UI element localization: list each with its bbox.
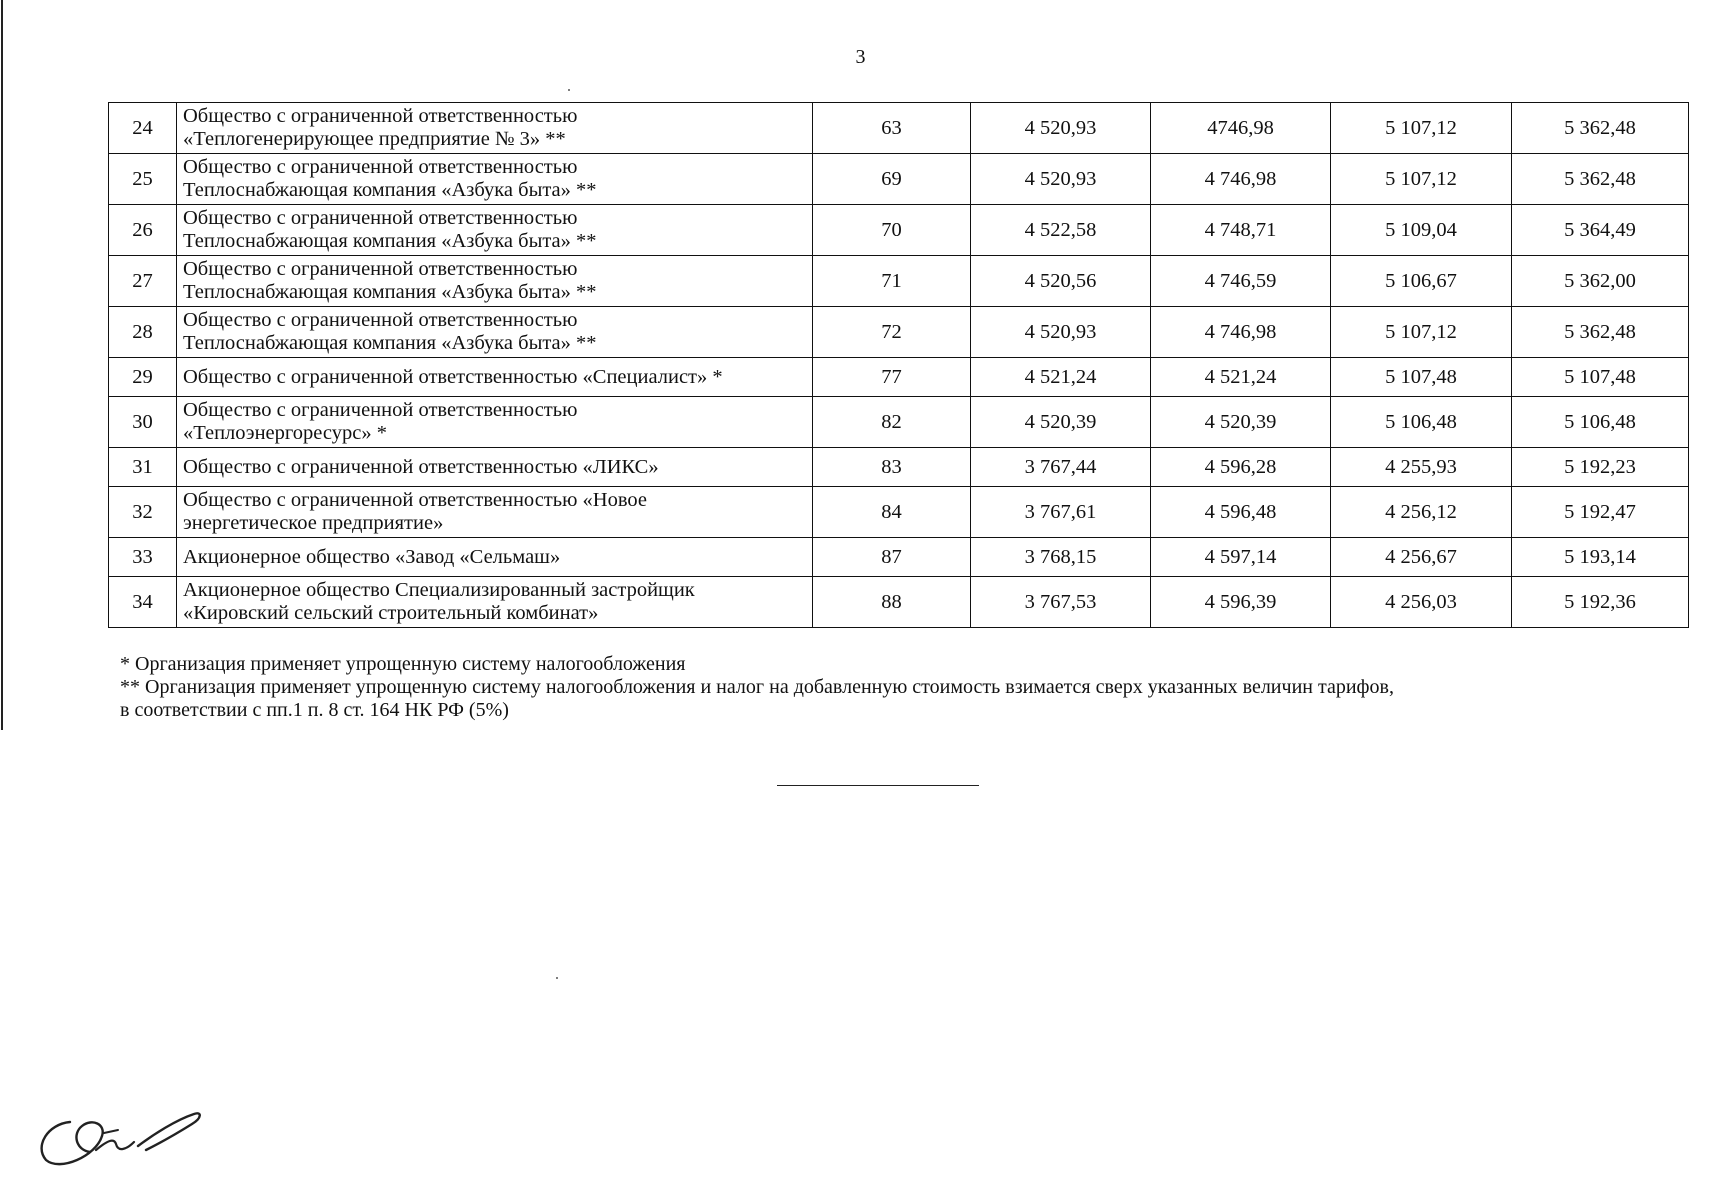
organization-name-cell [177, 538, 813, 577]
tariff-value: 4 521,24 [1024, 365, 1097, 388]
row-number-cell [109, 538, 177, 577]
code-cell [813, 487, 971, 538]
table-row [109, 256, 1689, 307]
code-cell [813, 397, 971, 448]
tariff-value: 5 107,12 [1385, 116, 1457, 139]
organization-name-line: Общество с ограниченной ответственностью [183, 156, 578, 178]
row-number-cell [109, 256, 177, 307]
code-value: 70 [881, 218, 902, 241]
row-number: 33 [132, 545, 153, 568]
tariff-value: 4 256,12 [1385, 500, 1457, 523]
tariff-value: 4 748,71 [1204, 218, 1277, 241]
tariff-value: 5 362,00 [1564, 269, 1636, 292]
tariff-value: 4 596,28 [1204, 455, 1277, 478]
code-value: 83 [881, 455, 902, 478]
code-cell [813, 256, 971, 307]
tariff-cell-4 [1512, 103, 1689, 154]
tariff-value: 4 746,59 [1204, 269, 1277, 292]
tariff-cell-2 [1151, 448, 1331, 487]
tariff-cell-2 [1151, 205, 1331, 256]
tariff-value: 4 596,39 [1204, 590, 1277, 613]
tariff-cell-2 [1151, 397, 1331, 448]
organization-name-cell [177, 154, 813, 205]
code-value: 71 [881, 269, 902, 292]
organization-name-line: Общество с ограниченной ответственностью «Новое [183, 489, 647, 511]
table-row [109, 487, 1689, 538]
tariff-value: 5 362,48 [1564, 116, 1636, 139]
organization-name-line: «Кировский сельский строительный комбинат» [183, 602, 599, 624]
tariff-value: 5 362,48 [1564, 167, 1636, 190]
tariff-value: 4 520,56 [1024, 269, 1097, 292]
tariff-cell-3 [1331, 154, 1512, 205]
tariff-value: 4 256,03 [1385, 590, 1457, 613]
tariff-value: 4 520,39 [1024, 410, 1097, 433]
tariff-cell-4 [1512, 487, 1689, 538]
organization-name-line: «Теплоэнергоресурс» * [183, 422, 387, 444]
tariff-value: 4 520,93 [1024, 167, 1097, 190]
tariff-cell-4 [1512, 256, 1689, 307]
tariff-cell-3 [1331, 538, 1512, 577]
tariff-cell-3 [1331, 307, 1512, 358]
tariff-cell-4 [1512, 154, 1689, 205]
footnote-single-star: * Организация применяет упрощенную систему налогообложения [120, 653, 686, 675]
organization-name-cell [177, 448, 813, 487]
organization-name-cell [177, 487, 813, 538]
footnote-double-star: ** Организация применяет упрощенную систему налогообложения и налог на добавленную стоимость взимается сверх указанных величин тарифов, [120, 676, 1394, 698]
code-cell [813, 154, 971, 205]
organization-name-line: Акционерное общество Специализированный застройщик [183, 579, 695, 601]
organization-name-line: энергетическое предприятие» [183, 512, 444, 534]
code-cell [813, 448, 971, 487]
tariff-cell-1 [971, 538, 1151, 577]
row-number: 27 [132, 269, 153, 292]
row-number-cell [109, 577, 177, 628]
table-row [109, 538, 1689, 577]
tariff-cell-4 [1512, 397, 1689, 448]
tariff-value: 5 364,49 [1564, 218, 1636, 241]
tariff-cell-3 [1331, 358, 1512, 397]
organization-name-line: «Теплогенерирующее предприятие № 3» ** [183, 128, 566, 150]
organization-name-line: Общество с ограниченной ответственностью [183, 207, 578, 229]
table-row [109, 577, 1689, 628]
end-of-document-rule [777, 785, 979, 786]
tariff-value: 5 107,12 [1385, 167, 1457, 190]
organization-name-line: Теплоснабжающая компания «Азбука быта» ** [183, 179, 597, 201]
tariff-value: 4 597,14 [1204, 545, 1277, 568]
row-number-cell [109, 397, 177, 448]
tariff-value: 4746,98 [1207, 116, 1274, 139]
table-row [109, 205, 1689, 256]
row-number: 34 [132, 590, 153, 613]
tariff-value: 4 256,67 [1385, 545, 1457, 568]
tariff-cell-2 [1151, 103, 1331, 154]
tariff-value: 4 255,93 [1385, 455, 1457, 478]
row-number-cell [109, 205, 177, 256]
tariff-value: 5 107,12 [1385, 320, 1457, 343]
tariff-cell-3 [1331, 103, 1512, 154]
tariff-cell-1 [971, 256, 1151, 307]
scan-speck [556, 977, 558, 979]
code-cell [813, 103, 971, 154]
tariff-value: 3 767,61 [1024, 500, 1097, 523]
organization-name-line: Теплоснабжающая компания «Азбука быта» ** [183, 332, 597, 354]
tariff-value: 3 767,44 [1024, 455, 1097, 478]
organization-name-line: Теплоснабжающая компания «Азбука быта» ** [183, 230, 597, 252]
tariff-value: 5 192,23 [1564, 455, 1636, 478]
table-row [109, 358, 1689, 397]
tariff-value: 4 520,39 [1204, 410, 1277, 433]
code-cell [813, 577, 971, 628]
tariff-value: 3 767,53 [1024, 590, 1097, 613]
row-number-cell [109, 487, 177, 538]
code-value: 63 [881, 116, 902, 139]
code-value: 88 [881, 590, 902, 613]
tariff-value: 5 193,14 [1564, 545, 1636, 568]
tariff-cell-3 [1331, 577, 1512, 628]
row-number: 29 [132, 365, 153, 388]
code-value: 84 [881, 500, 902, 523]
row-number-cell [109, 154, 177, 205]
tariff-cell-1 [971, 103, 1151, 154]
organization-name-line: Теплоснабжающая компания «Азбука быта» ** [183, 281, 597, 303]
row-number-cell [109, 358, 177, 397]
tariff-cell-2 [1151, 256, 1331, 307]
footnotes [120, 653, 1680, 722]
tariff-cell-3 [1331, 205, 1512, 256]
code-cell [813, 205, 971, 256]
organization-name-cell [177, 205, 813, 256]
tariff-value: 4 596,48 [1204, 500, 1277, 523]
row-number-cell [109, 307, 177, 358]
tariff-cell-2 [1151, 358, 1331, 397]
tariff-cell-4 [1512, 205, 1689, 256]
tariff-cell-4 [1512, 307, 1689, 358]
organization-name-line: Акционерное общество «Завод «Сельмаш» [183, 545, 561, 568]
tariff-value: 4 746,98 [1204, 167, 1277, 190]
organization-name-cell [177, 397, 813, 448]
tariff-cell-4 [1512, 448, 1689, 487]
tariff-value: 4 520,93 [1024, 320, 1097, 343]
table-row [109, 154, 1689, 205]
footnote-double-star-continued: в соответствии с пп.1 п. 8 ст. 164 НК РФ (5%) [120, 699, 509, 721]
tariff-value: 5 109,04 [1385, 218, 1457, 241]
tariff-cell-1 [971, 577, 1151, 628]
tariff-cell-1 [971, 487, 1151, 538]
row-number-cell [109, 448, 177, 487]
code-cell [813, 358, 971, 397]
row-number: 25 [132, 167, 153, 190]
tariff-table [108, 102, 1689, 628]
row-number: 32 [132, 500, 153, 523]
organization-name-line: Общество с ограниченной ответственностью «Специалист» * [183, 365, 723, 388]
tariff-value: 3 768,15 [1024, 545, 1097, 568]
tariff-cell-2 [1151, 538, 1331, 577]
row-number: 26 [132, 218, 153, 241]
code-cell [813, 307, 971, 358]
tariff-cell-1 [971, 397, 1151, 448]
row-number: 31 [132, 455, 153, 478]
organization-name-cell [177, 577, 813, 628]
tariff-cell-1 [971, 205, 1151, 256]
page-number: 3 [855, 46, 866, 68]
tariff-cell-3 [1331, 397, 1512, 448]
tariff-value: 5 106,67 [1385, 269, 1457, 292]
tariff-value: 4 746,98 [1204, 320, 1277, 343]
tariff-value: 5 106,48 [1385, 410, 1457, 433]
tariff-cell-4 [1512, 358, 1689, 397]
code-value: 82 [881, 410, 902, 433]
tariff-value: 5 106,48 [1564, 410, 1636, 433]
organization-name-cell [177, 256, 813, 307]
tariff-value: 4 521,24 [1204, 365, 1277, 388]
table-row [109, 103, 1689, 154]
tariff-cell-4 [1512, 538, 1689, 577]
tariff-value: 5 107,48 [1385, 365, 1457, 388]
tariff-value: 5 192,47 [1564, 500, 1636, 523]
tariff-value: 4 522,58 [1024, 218, 1097, 241]
organization-name-cell [177, 103, 813, 154]
scan-speck [568, 89, 570, 91]
tariff-cell-1 [971, 307, 1151, 358]
tariff-cell-2 [1151, 487, 1331, 538]
row-number: 24 [132, 116, 153, 139]
organization-name-line: Общество с ограниченной ответственностью [183, 105, 578, 127]
organization-name-line: Общество с ограниченной ответственностью [183, 309, 578, 331]
code-value: 87 [881, 545, 902, 568]
organization-name-cell [177, 358, 813, 397]
tariff-cell-2 [1151, 307, 1331, 358]
row-number-cell [109, 103, 177, 154]
tariff-cell-2 [1151, 154, 1331, 205]
table-row [109, 397, 1689, 448]
organization-name-cell [177, 307, 813, 358]
tariff-value: 5 107,48 [1564, 365, 1636, 388]
organization-name-line: Общество с ограниченной ответственностью [183, 399, 578, 421]
tariff-cell-1 [971, 154, 1151, 205]
tariff-cell-3 [1331, 448, 1512, 487]
tariff-cell-3 [1331, 487, 1512, 538]
scan-edge-line [1, 0, 3, 730]
table-row [109, 448, 1689, 487]
tariff-value: 5 362,48 [1564, 320, 1636, 343]
table-row [109, 307, 1689, 358]
tariff-cell-3 [1331, 256, 1512, 307]
signature-icon [30, 1100, 210, 1175]
code-cell [813, 538, 971, 577]
tariff-value: 5 192,36 [1564, 590, 1636, 613]
row-number: 30 [132, 410, 153, 433]
tariff-cell-1 [971, 448, 1151, 487]
organization-name-line: Общество с ограниченной ответственностью [183, 258, 578, 280]
code-value: 72 [881, 320, 902, 343]
tariff-cell-2 [1151, 577, 1331, 628]
tariff-cell-1 [971, 358, 1151, 397]
tariff-cell-4 [1512, 577, 1689, 628]
code-value: 69 [881, 167, 902, 190]
organization-name-line: Общество с ограниченной ответственностью «ЛИКС» [183, 455, 659, 478]
tariff-value: 4 520,93 [1024, 116, 1097, 139]
code-value: 77 [881, 365, 902, 388]
row-number: 28 [132, 320, 153, 343]
